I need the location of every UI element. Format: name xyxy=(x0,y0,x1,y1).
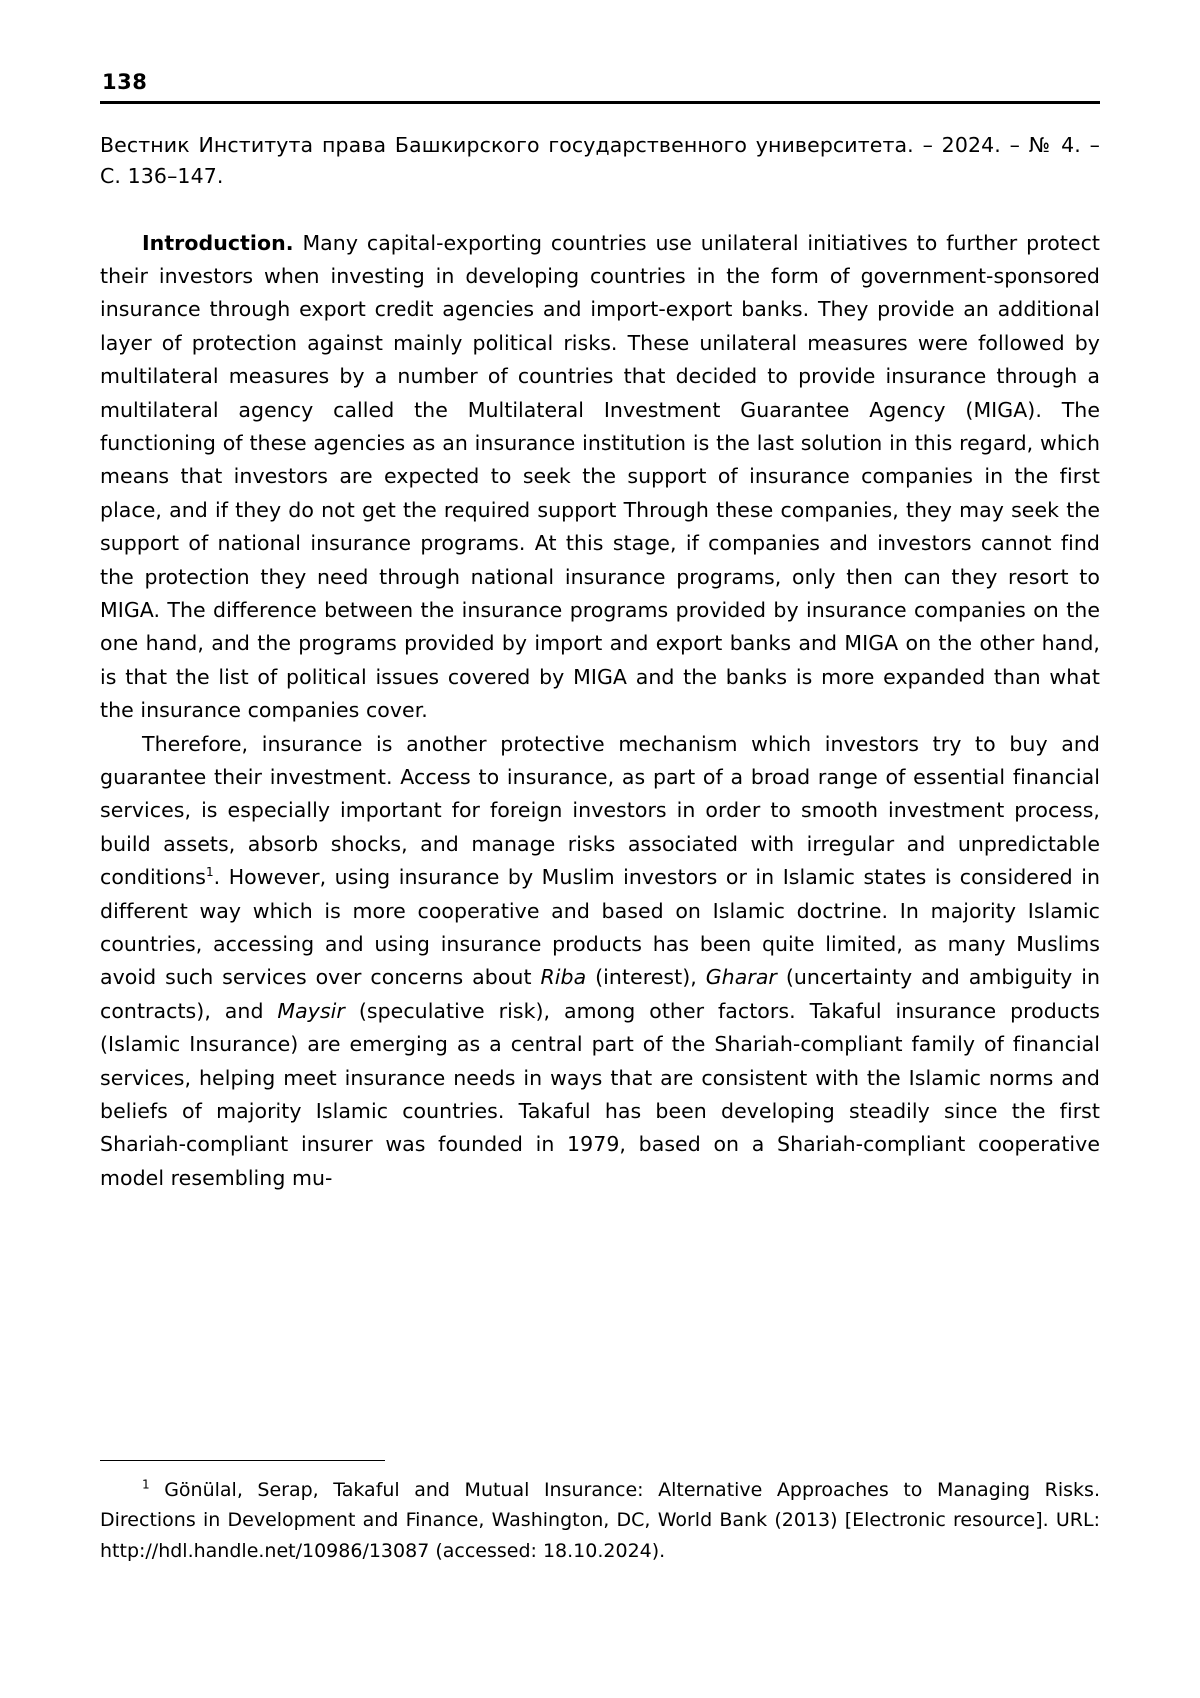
paragraph-part-2: . However, using insurance by Muslim investors or in Islamic states is considered in different way which is more cooperative and based on Islamic doctrine. In majority Islamic countries, accessing and using insurance products has been quite limited, as many Muslims avoid such services over concerns about xyxy=(100,865,1100,990)
paragraph-insurance-mechanism xyxy=(100,728,1100,1196)
paragraph-part-4: (uncertainty and ambiguity in contracts), and xyxy=(100,965,1101,1023)
footnote-number: 1 xyxy=(142,1477,150,1492)
term-gharar: Gharar xyxy=(705,965,777,990)
footnote-divider xyxy=(100,1460,385,1461)
footnote-reference-marker: 1 xyxy=(205,865,214,880)
footnote-section xyxy=(100,1460,1100,1566)
footnote-body: Gönülal, Serap, Takaful and Mutual Insurance: Alternative Approaches to Managing Risks. Directions in Development and Finance, Washington, DC, World Bank (2013) [Electronic resource]. URL: http://hdl.handle.net/10986/13087 (accessed: 18.10.2024). xyxy=(100,1478,1100,1562)
page-number: 138 xyxy=(102,70,148,94)
introduction-label: Introduction. xyxy=(142,230,294,255)
paragraph-part-1: Therefore, insurance is another protective mechanism which investors try to buy and guarantee their investment. Access to insurance, as part of a broad range of essential financial services, is especially important for foreign investors in order to smooth investment process, build assets, absorb shocks, and manage risks associated with irregular and unpredictable conditions xyxy=(100,731,1100,890)
paragraph-part-3: (interest), xyxy=(586,965,706,990)
footnote-entry xyxy=(100,1475,1100,1566)
term-riba: Riba xyxy=(540,965,587,990)
header-divider xyxy=(100,101,1100,104)
paragraph-part-5: (speculative risk), among other factors. Takaful insurance products (Islamic Insurance) are emerging as a central part of the Shariah-compliant family of financial services, helping meet insurance needs in ways that are consistent with the Islamic norms and beliefs of majority Islamic countries. Takaful has been developing steadily since the first Shariah-compliant insurer was founded in 1979, based on a Shariah-compliant cooperative model resembling mu- xyxy=(100,998,1100,1190)
term-maysir: Maysir xyxy=(277,998,345,1023)
introduction-body: Many capital-exporting countries use unilateral initiatives to further protect their investors when investing in developing countries in the form of government-sponsored insurance through export credit agencies and import-export banks. They provide an additional layer of protection against mainly political risks. These unilateral measures were followed by multilateral measures by a number of countries that decided to provide insurance through a multilateral agency called the Multilateral Investment Guarantee Agency (MIGA). The functioning of these agencies as an insurance institution is the last solution in this regard, which means that investors are expected to seek the support of insurance companies in the first place, and if they do not get the required support Through these companies, they may seek the support of national insurance programs. At this stage, if companies and investors cannot find the protection they need through national insurance programs, only then can they resort to MIGA. The difference between the insurance programs provided by insurance companies on the one hand, and the programs provided by import and export banks and MIGA on the other hand, is that the list of political issues covered by MIGA and the banks is more expanded than what the insurance companies cover. xyxy=(100,230,1100,723)
paragraph-introduction xyxy=(100,227,1100,728)
journal-reference: Вестник Института права Башкирского государственного университета. – 2024. – № 4. – С. 136–147. xyxy=(100,133,1100,189)
